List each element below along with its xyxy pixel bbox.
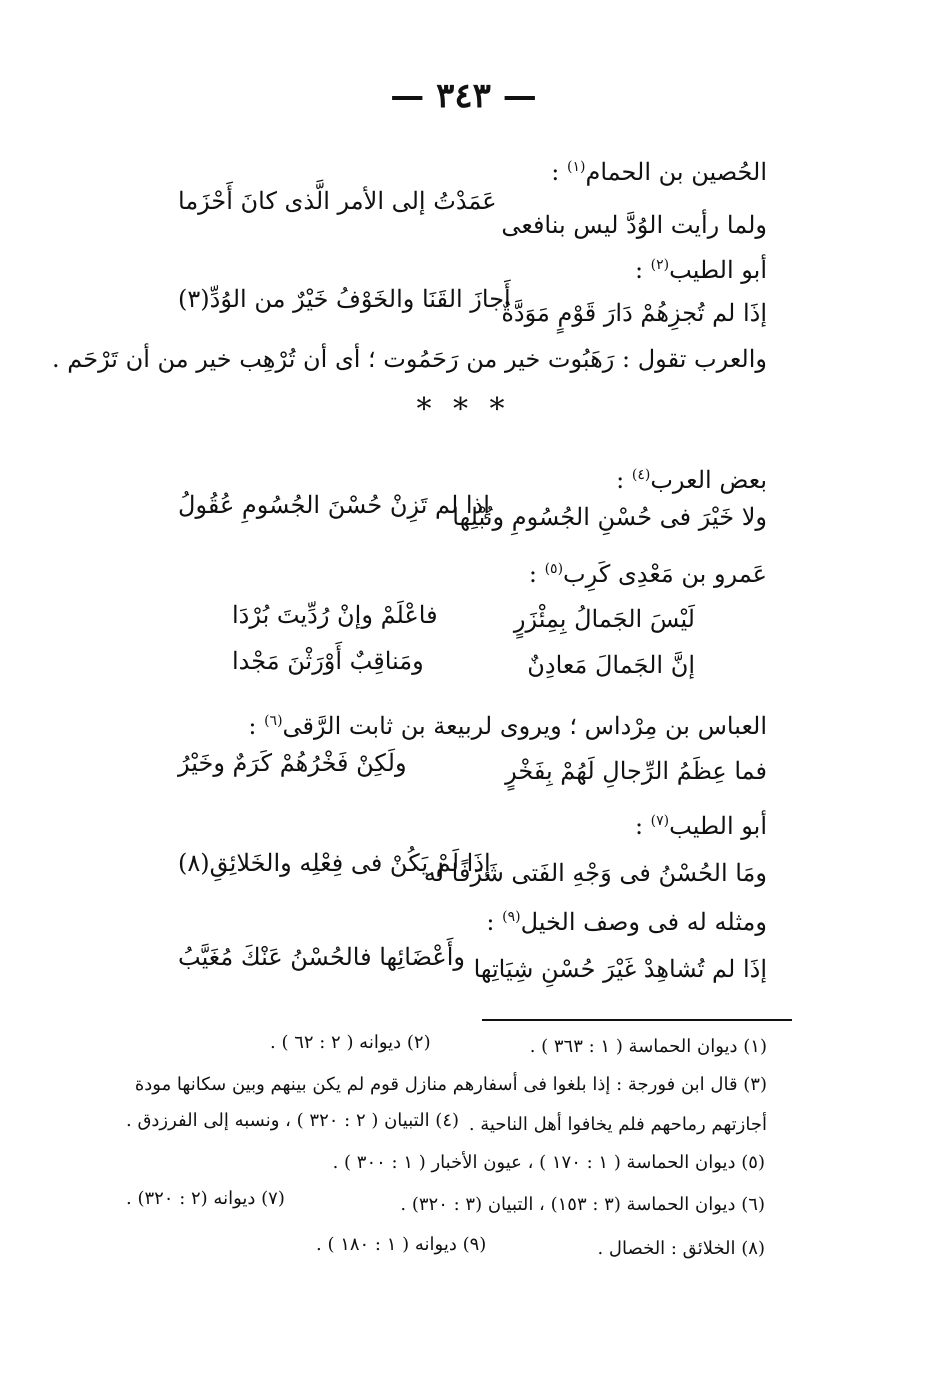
attribution-heading (616, 458, 767, 497)
attribution-text: ومثله له فى وصف الخيل (520, 908, 767, 936)
section-separator: * * * (416, 392, 511, 427)
note-marker: (٧) (650, 813, 670, 829)
note-marker: (٦) (264, 713, 283, 729)
verse-hemistich-right: لَيْسَ الجَمالُ بِمِئْزَرٍ (513, 605, 695, 633)
verse-hemistich-right: إذَا لم تُشاهِدْ غَيْرَ حُسْنِ شِيَاتِها (473, 955, 767, 983)
colon: : (616, 466, 625, 494)
footnote: (٢) ديوانه ( ٢ : ٦٢ ) . (270, 1032, 431, 1053)
verse-hemistich-left: ولَكِنْ فَخْرُهُمْ كَرَمٌ وخَيْرُ (178, 749, 407, 777)
attribution-heading (486, 900, 767, 939)
attribution-heading (248, 704, 767, 743)
verse-hemistich-right: إذَا لم تُجزِهُمْ دَارَ قَوْمٍ مَوَدَّةٌ (501, 299, 767, 327)
colon: : (248, 712, 257, 740)
footnote: (٧) ديوانه (٢ : ٣٢٠) . (126, 1188, 285, 1209)
footnote: أجازتهم رماحهم فلم يخافوا أهل الناحية . (468, 1114, 767, 1135)
footnote: (٣) قال ابن فورجة : إذا بلغوا فى أسفارهم منازل قوم لم يكن بينهم وبين سكانها مودة (134, 1074, 767, 1095)
footnote-divider (482, 1019, 792, 1021)
verse-hemistich-left: عَمَدْتُ إلى الأمر الَّذى كانَ أَحْزَما (178, 187, 497, 215)
note-marker: (٤) (631, 467, 651, 483)
verse-hemistich-right: ومَا الحُسْنُ فى وَجْهِ الفَتى شَرَفًا له (423, 859, 767, 887)
verse-hemistich-right: فما عِظَمُ الرِّجالِ لَهُمْ بِفَخْرٍ (505, 757, 767, 785)
attribution-text: أبو الطيب (669, 812, 767, 840)
verse-hemistich-right: ولما رأيت الوُدَّ ليس بنافعى (501, 211, 767, 239)
attribution-heading (551, 150, 767, 189)
note-marker: (٩) (502, 909, 521, 925)
footnote: (٩) ديوانه ( ١ : ١٨٠ ) . (316, 1234, 487, 1255)
colon: : (634, 256, 644, 284)
verse-hemistich-right: إنَّ الجَمالَ مَعادِنٌ (527, 651, 695, 679)
attribution-heading (635, 248, 767, 287)
attribution-text: عَمرو بن مَعْدِى كَرِب (563, 560, 767, 588)
attribution-text: أبو الطيب (669, 256, 767, 284)
note-marker: (٥) (544, 561, 564, 577)
verse-hemistich-left: إذا لم تَزِنْ حُسْنَ الجُسُومِ عُقُولُ (178, 491, 490, 519)
verse-hemistich-left: أَجازَ القَنَا والخَوْفُ خَيْرٌ من الوُدِّ(٣) (178, 285, 511, 313)
attribution-text: الحُصين بن الحمام (585, 158, 767, 186)
footnote: (١) ديوان الحماسة ( ١ : ٣٦٣ ) . (529, 1036, 767, 1057)
verse-hemistich-right: ولا خَيْرَ فى حُسْنِ الجُسُومِ ونُبْلِها (452, 503, 767, 531)
attribution-text: العباس بن مِرْداس ؛ ويروى لربيعة بن ثابت الرَّقى (282, 712, 767, 740)
footnote: (٨) الخلائق : الخصال . (597, 1238, 765, 1259)
attribution-heading (529, 552, 767, 591)
verse-hemistich-left: وأَعْضَائِها فالحُسْنُ عَنْكَ مُغَيَّبُ (178, 943, 465, 971)
colon: : (551, 158, 560, 186)
prose-paragraph: والعرب تقول : رَهَبُوت خير من رَحَمُوت ؛ أى أن تُرْهِب خير من أن تَرْحَم . (52, 345, 767, 373)
footnote: (٦) ديوان الحماسة (٣ : ١٥٣) ، التبيان (٣ : ٣٢٠) . (400, 1194, 765, 1215)
footnote: (٥) ديوان الحماسة ( ١ : ١٧٠ ) ، عيون الأخبار ( ١ : ٣٠٠ ) . (332, 1152, 765, 1173)
attribution-heading (635, 804, 767, 843)
page-number: — ٣٤٣ — (390, 76, 537, 116)
colon: : (486, 908, 495, 936)
verse-hemistich-left: إذَا لَمْ يَكُنْ فى فِعْلِه والخَلائِقِ(٨) (178, 849, 491, 877)
colon: : (528, 560, 537, 588)
footnote: (٤) التبيان ( ٢ : ٣٢٠ ) ، ونسبه إلى الفرزدق . (126, 1110, 460, 1131)
note-marker: (٢) (650, 257, 670, 273)
attribution-text: بعض العرب (650, 466, 767, 494)
verse-hemistich-left: ومَناقِبٌ أَوْرَثْنَ مَجْدا (232, 647, 424, 675)
verse-hemistich-left: فاعْلَمْ وإنْ رُدِّيتَ بُرْدَا (232, 601, 438, 629)
note-marker: (١) (567, 159, 586, 175)
colon: : (634, 812, 644, 840)
